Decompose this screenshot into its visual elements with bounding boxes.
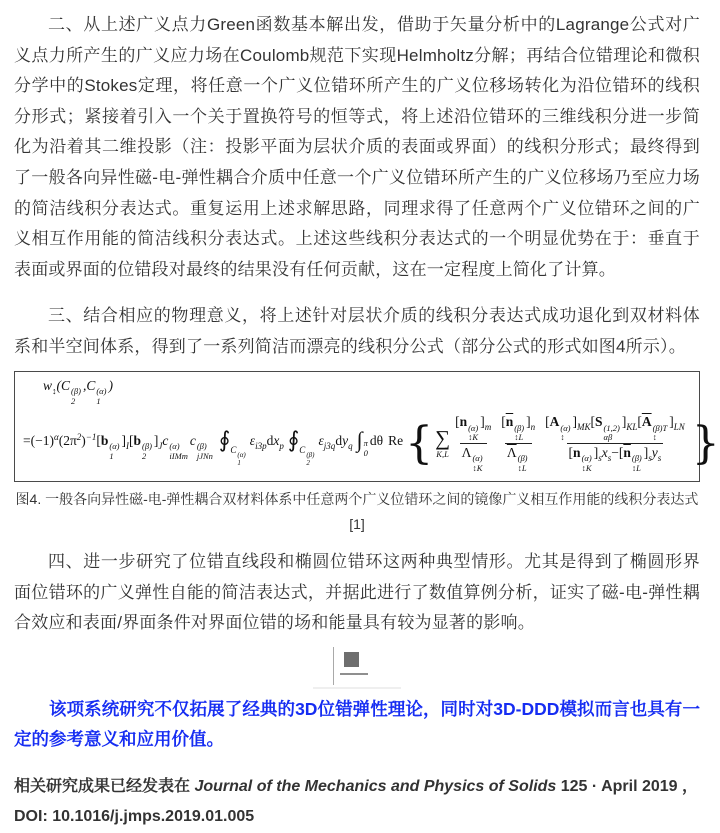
contour-integral-1: ∮: [218, 427, 231, 453]
figure4-caption: 图4. 一般各向异性磁-电-弹性耦合双材料体系中任意两个广义位错环之间的镜像广义相互作用能的线积分表达式[1]: [15, 490, 699, 533]
publication-comma: ，: [677, 778, 699, 796]
formula-prefix: $=(-1)^\alpha(2\pi^2)^{-1}[b$ (α) 1 ]$_I[b$ (β) 2 ]$_Jc$ (α) iIMm c (β) jJNn $∮_{C (\alpha) 1}$ $\varepsilon_{i3p}dx_p$ $∮_{C (\beta) 2}$ $\varepsilon_{j3q}dy_q$ ∫ π 0 dθ Re: [23, 427, 404, 467]
left-brace: {: [405, 417, 434, 469]
summation: ∑ K,L: [435, 426, 451, 460]
formula-fraction-3: [A (α) ↕ ]$_{MK}[S$ (1,2) αβ ]$_{KL}[\overline{A}$ (β)T ↕ ]$_{LN}$ [n (α) ↕K ]$_sx_s-[\overline{n}$ (β) ↕L ]$_sy_s$: [545, 414, 685, 474]
broken-image-underline: [340, 673, 368, 675]
publication-prefix: 相关研究成果已经发表在: [14, 778, 195, 796]
formula-fraction-1: [n (α) ↕K ]$_m$ Λ (α) ↕K: [455, 414, 492, 474]
formula-lhs: $w_↕(C$ (β) 2 ,C (α) 1 ): [43, 377, 113, 406]
conclusion-highlight: 该项系统研究不仅拓展了经典的3D位错弹性理论，同时对3D-DDD模拟而言也具有一定的参考意义和应用价值。: [14, 699, 700, 749]
section-divider: [313, 687, 401, 689]
formula-fraction-2: [$\overline{n}$ (β) ↕L ]$_n$ $\overline{\Lambda}$ (β) ↕L: [501, 414, 536, 474]
journal-name: Journal of the Mechanics and Physics of Solids: [194, 778, 557, 796]
right-brace: }: [691, 417, 720, 469]
integral: ∫: [356, 427, 363, 453]
formula-rhs: [23, 413, 720, 474]
journal-volume: 125: [556, 778, 588, 796]
contour-integral-2: ∮: [287, 427, 300, 453]
broken-image-icon: [327, 647, 387, 687]
figure4-formula-box: [14, 371, 720, 482]
publication-info: [14, 772, 700, 833]
paragraph-point-3: 三、结合相应的物理意义，将上述针对层状介质的线积分表达式成功退化到双材料体系和半空间体系，得到了一系列简洁而漂亮的线积分公式（部分公式的形式如图4所示）。: [14, 306, 700, 356]
broken-image-square: [344, 652, 359, 667]
paragraph-point-4: 四、进一步研究了位错直线段和椭圆位错环这两种典型情形。尤其是得到了椭圆形界面位错环的广义弹性自能的简洁表达式，并据此进行了数值算例分析，证实了磁-电-弹性耦合效应和表面/界面条件对界面位错的场和能量具有较为显著的影响。: [14, 552, 700, 633]
paragraph-point-2: 二、从上述广义点力Green函数基本解出发，借助于矢量分析中的Lagrange公式对广义点力所产生的广义应力场在Coulomb规范下实现Helmholtz分解；再结合位错理论和微积分学中的Stokes定理，将任意一个广义位错环所产生的广义位移场转化为沿位错环的线积分形式；紧接着引入一个关于置换符号的恒等式，将上述沿位错环的三维线积分进一步简化为沿着其二维投影（注：投影平面为层状介质的表面或界面）的线积分形式；最终得到了一般各向异性磁-电-弹性耦合介质中任意一个广义位错环所产生的广义位移场乃至应力场的简洁线积分表达式。重复运用上述求解思路，同理求得了任意两个广义位错环之间的广义相互作用能的简洁线积分表达式。上述这些线积分表达式的一个明显优势在于：垂直于表面或界面的位错段对最终的结果没有任何贡献，这在一定程度上简化了计算。: [14, 15, 700, 279]
broken-image-vertical-line: [333, 647, 334, 685]
volume-date-separator: ·: [587, 778, 602, 796]
doi-text: DOI: 10.1016/j.jmps.2019.01.005: [14, 808, 255, 826]
publication-date: April 2019: [601, 778, 678, 796]
